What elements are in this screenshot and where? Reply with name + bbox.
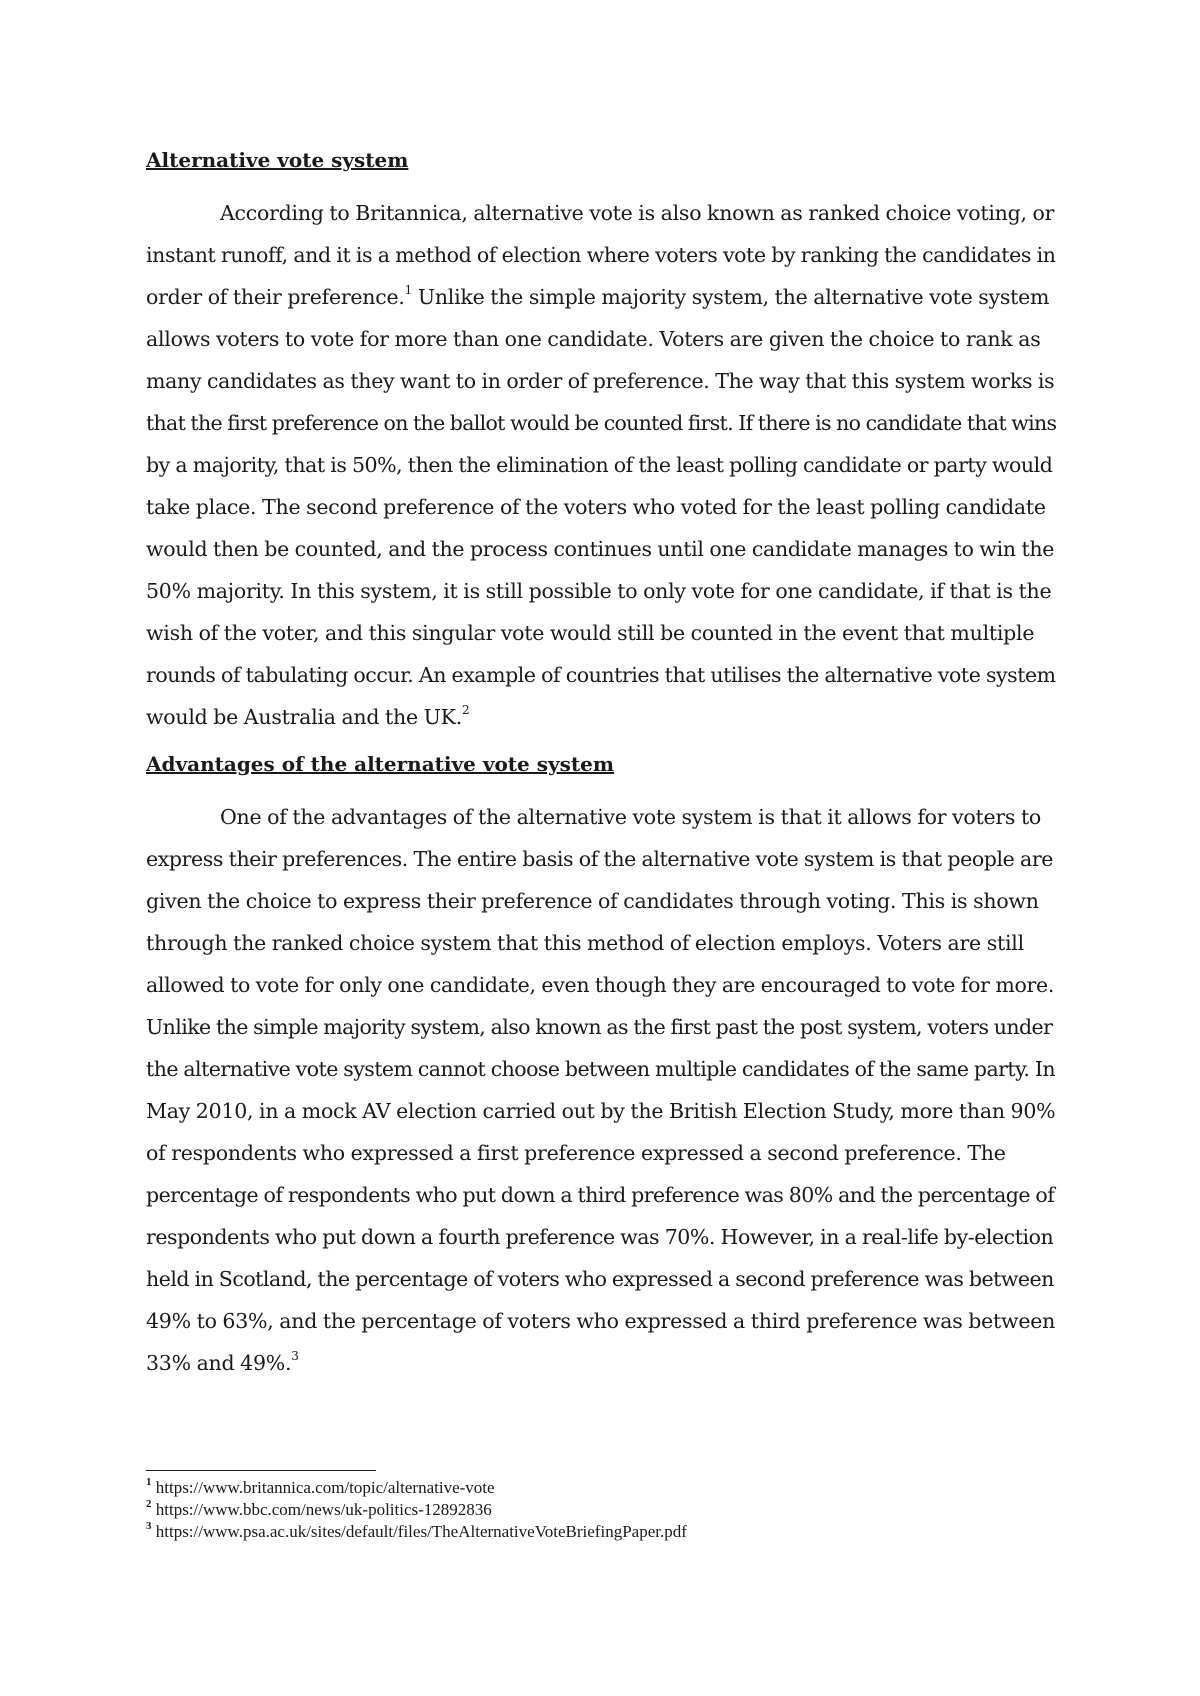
footnote-link[interactable]: https://www.britannica.com/topic/alternative-vote xyxy=(155,1478,495,1497)
document-body xyxy=(146,138,1056,1384)
paragraph-line: Unlike the simple majority system, also known as the first past the post system, voters under xyxy=(146,1015,1053,1039)
paragraph-line: take place. The second preference of the voters who voted for the least polling candidate xyxy=(146,495,1046,519)
paragraph-line: by a majority, that is 50%, then the elimination of the least polling candidate or party would xyxy=(146,453,1053,477)
paragraph-line: instant runoff, and it is a method of election where voters vote by ranking the candidates in xyxy=(146,243,1056,267)
paragraph-line: of respondents who expressed a first preference expressed a second preference. The xyxy=(146,1141,1006,1165)
paragraph-line: According to Britannica, alternative vote is also known as ranked choice voting, or xyxy=(220,201,1055,225)
footnote-3: $^3$ https://www.psa.ac.uk/sites/default/files/TheAlternativeVoteBriefingPaper.pdf xyxy=(146,1520,687,1541)
paragraph-line: that the first preference on the ballot would be counted first. If there is no candidate that wins xyxy=(146,411,1057,435)
paragraph-line: held in Scotland, the percentage of voters who expressed a second preference was between xyxy=(146,1267,1054,1291)
section-heading-advantages: Advantages of the alternative vote system xyxy=(146,752,614,776)
footnotes-section xyxy=(146,1470,1056,1543)
paragraph-line: express their preferences. The entire basis of the alternative vote system is that people are xyxy=(146,847,1053,871)
paragraph-advantages xyxy=(146,796,1056,1384)
paragraph-line: the alternative vote system cannot choose between multiple candidates of the same party. In xyxy=(146,1057,1056,1081)
paragraph-line: through the ranked choice system that this method of election employs. Voters are still xyxy=(146,931,1024,955)
paragraph-line: would then be counted, and the process continues until one candidate manages to win the xyxy=(146,537,1055,561)
paragraph-line: 50% majority. In this system, it is still possible to only vote for one candidate, if that is the xyxy=(146,579,1052,603)
footnote-2: $^2$ https://www.bbc.com/news/uk-politics-12892836 xyxy=(146,1498,492,1519)
paragraph-line: percentage of respondents who put down a third preference was 80% and the percentage of xyxy=(146,1183,1055,1207)
paragraph-line: would be Australia and the UK.$^2$ xyxy=(146,703,470,729)
paragraph-line: 33% and 49%.$^3$ xyxy=(146,1349,299,1375)
paragraph-alternative-vote xyxy=(146,192,1056,738)
paragraph-line: order of their preference.$^1$ Unlike the simple majority system, the alternative vote system xyxy=(146,283,1050,309)
footnote-divider xyxy=(146,1470,376,1471)
paragraph-line: One of the advantages of the alternative vote system is that it allows for voters to xyxy=(220,805,1042,829)
footnote-link[interactable]: https://www.bbc.com/news/uk-politics-12892836 xyxy=(155,1500,492,1519)
section-heading-alternative-vote: Alternative vote system xyxy=(146,148,409,172)
footnote-ref-1: 1 xyxy=(404,283,413,298)
paragraph-line: 49% to 63%, and the percentage of voters who expressed a third preference was between xyxy=(146,1309,1056,1333)
paragraph-line: rounds of tabulating occur. An example of countries that utilises the alternative vote system xyxy=(146,663,1056,687)
paragraph-line: allowed to vote for only one candidate, even though they are encouraged to vote for more. xyxy=(146,973,1055,997)
footnote-1: $^1$ https://www.britannica.com/topic/alternative-vote xyxy=(146,1476,495,1497)
paragraph-line: May 2010, in a mock AV election carried out by the British Election Study, more than 90% xyxy=(146,1099,1056,1123)
paragraph-line: allows voters to vote for more than one candidate. Voters are given the choice to rank as xyxy=(146,327,1041,351)
footnote-ref-3: 3 xyxy=(291,1349,299,1364)
footnote-ref-2: 2 xyxy=(461,703,470,718)
paragraph-line: respondents who put down a fourth preference was 70%. However, in a real-life by-election xyxy=(146,1225,1054,1249)
paragraph-line: many candidates as they want to in order of preference. The way that this system works is xyxy=(146,369,1055,393)
footnote-link[interactable]: https://www.psa.ac.uk/sites/default/files/TheAlternativeVoteBriefingPaper.pdf xyxy=(155,1522,687,1541)
paragraph-line: wish of the voter, and this singular vote would still be counted in the event that multiple xyxy=(146,621,1035,645)
paragraph-line: given the choice to express their preference of candidates through voting. This is shown xyxy=(146,889,1039,913)
